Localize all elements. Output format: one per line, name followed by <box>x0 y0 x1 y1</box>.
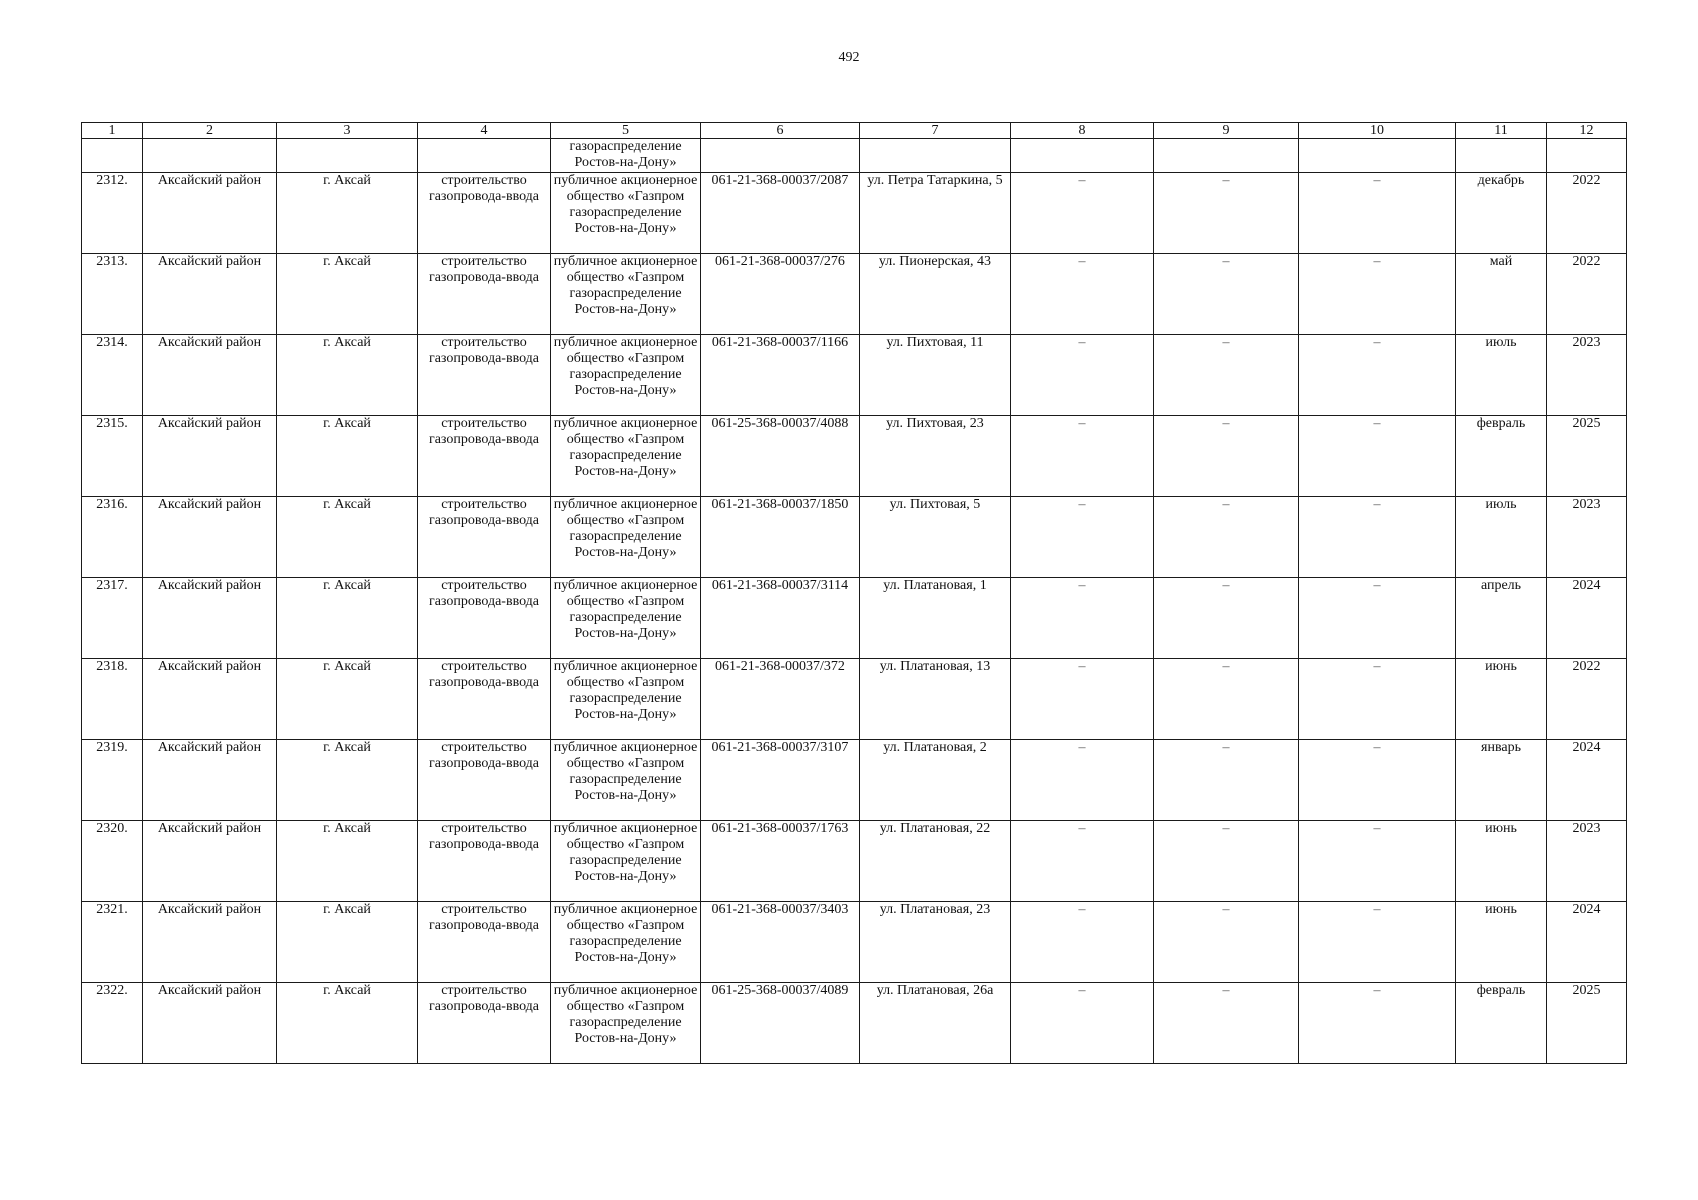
page-number: 492 <box>838 50 860 65</box>
column-10-cell: – <box>1299 172 1456 253</box>
address-cell: ул. Платановая, 26а <box>860 982 1011 1063</box>
month-cell: июнь <box>1456 658 1547 739</box>
column-8-cell: – <box>1011 577 1154 658</box>
column-9-cell: – <box>1154 577 1299 658</box>
district-cell: Аксайский район <box>143 739 277 820</box>
column-10-cell: – <box>1299 334 1456 415</box>
year-cell: 2023 <box>1547 334 1627 415</box>
column-8-cell: – <box>1011 334 1154 415</box>
table-row <box>82 253 1627 334</box>
organization-cell: публичное акционерное общество «Газпром газораспределение Ростов-на-Дону» <box>551 172 701 253</box>
column-header: 10 <box>1299 123 1456 139</box>
column-header: 12 <box>1547 123 1627 139</box>
year-cell: 2024 <box>1547 901 1627 982</box>
organization-cell: публичное акционерное общество «Газпром газораспределение Ростов-на-Дону» <box>551 577 701 658</box>
city-cell: г. Аксай <box>277 658 418 739</box>
column-header: 5 <box>551 123 701 139</box>
continuation-row <box>82 139 1627 173</box>
work-type-cell: строительство газопровода-ввода <box>418 577 551 658</box>
month-cell: июнь <box>1456 901 1547 982</box>
registry-code-cell: 061-21-368-00037/1850 <box>701 496 860 577</box>
district-cell: Аксайский район <box>143 577 277 658</box>
column-10-cell: – <box>1299 496 1456 577</box>
column-header: 1 <box>82 123 143 139</box>
column-9-cell: – <box>1154 982 1299 1063</box>
column-9-cell: – <box>1154 820 1299 901</box>
table-cell <box>1154 139 1299 173</box>
month-cell: февраль <box>1456 415 1547 496</box>
district-cell: Аксайский район <box>143 901 277 982</box>
registry-code-cell: 061-21-368-00037/3107 <box>701 739 860 820</box>
work-type-cell: строительство газопровода-ввода <box>418 982 551 1063</box>
table-row <box>82 334 1627 415</box>
address-cell: ул. Платановая, 13 <box>860 658 1011 739</box>
district-cell: Аксайский район <box>143 253 277 334</box>
district-cell: Аксайский район <box>143 658 277 739</box>
district-cell: Аксайский район <box>143 496 277 577</box>
city-cell: г. Аксай <box>277 415 418 496</box>
registry-code-cell: 061-25-368-00037/4089 <box>701 982 860 1063</box>
row-number-cell: 2317. <box>82 577 143 658</box>
work-type-cell: строительство газопровода-ввода <box>418 820 551 901</box>
column-9-cell: – <box>1154 172 1299 253</box>
registry-code-cell: 061-21-368-00037/276 <box>701 253 860 334</box>
work-type-cell: строительство газопровода-ввода <box>418 172 551 253</box>
column-10-cell: – <box>1299 901 1456 982</box>
city-cell: г. Аксай <box>277 253 418 334</box>
registry-code-cell: 061-21-368-00037/3114 <box>701 577 860 658</box>
month-cell: май <box>1456 253 1547 334</box>
column-9-cell: – <box>1154 253 1299 334</box>
table-body <box>82 123 1627 1064</box>
column-10-cell: – <box>1299 739 1456 820</box>
column-8-cell: – <box>1011 901 1154 982</box>
table-cell <box>701 139 860 173</box>
table-cell <box>82 139 143 173</box>
column-header: 4 <box>418 123 551 139</box>
organization-cell: публичное акционерное общество «Газпром газораспределение Ростов-на-Дону» <box>551 739 701 820</box>
year-cell: 2024 <box>1547 577 1627 658</box>
column-8-cell: – <box>1011 739 1154 820</box>
organization-cell: газораспределение Ростов-на-Дону» <box>551 139 701 173</box>
organization-cell: публичное акционерное общество «Газпром газораспределение Ростов-на-Дону» <box>551 658 701 739</box>
organization-cell: публичное акционерное общество «Газпром газораспределение Ростов-на-Дону» <box>551 496 701 577</box>
column-8-cell: – <box>1011 982 1154 1063</box>
table-cell <box>1547 139 1627 173</box>
table-row <box>82 496 1627 577</box>
year-cell: 2023 <box>1547 820 1627 901</box>
row-number-cell: 2315. <box>82 415 143 496</box>
register-table <box>81 122 1627 1064</box>
table-cell <box>860 139 1011 173</box>
column-number-row <box>82 123 1627 139</box>
month-cell: январь <box>1456 739 1547 820</box>
column-8-cell: – <box>1011 172 1154 253</box>
city-cell: г. Аксай <box>277 901 418 982</box>
column-10-cell: – <box>1299 577 1456 658</box>
table-row <box>82 658 1627 739</box>
row-number-cell: 2320. <box>82 820 143 901</box>
month-cell: декабрь <box>1456 172 1547 253</box>
table-row <box>82 172 1627 253</box>
work-type-cell: строительство газопровода-ввода <box>418 334 551 415</box>
column-9-cell: – <box>1154 658 1299 739</box>
address-cell: ул. Петра Татаркина, 5 <box>860 172 1011 253</box>
registry-code-cell: 061-21-368-00037/1166 <box>701 334 860 415</box>
column-10-cell: – <box>1299 820 1456 901</box>
district-cell: Аксайский район <box>143 982 277 1063</box>
column-9-cell: – <box>1154 334 1299 415</box>
year-cell: 2022 <box>1547 658 1627 739</box>
column-header: 3 <box>277 123 418 139</box>
city-cell: г. Аксай <box>277 334 418 415</box>
column-header: 2 <box>143 123 277 139</box>
column-header: 6 <box>701 123 860 139</box>
work-type-cell: строительство газопровода-ввода <box>418 253 551 334</box>
organization-cell: публичное акционерное общество «Газпром газораспределение Ростов-на-Дону» <box>551 901 701 982</box>
address-cell: ул. Пихтовая, 11 <box>860 334 1011 415</box>
table-row <box>82 820 1627 901</box>
row-number-cell: 2313. <box>82 253 143 334</box>
row-number-cell: 2322. <box>82 982 143 1063</box>
organization-cell: публичное акционерное общество «Газпром газораспределение Ростов-на-Дону» <box>551 982 701 1063</box>
month-cell: июль <box>1456 496 1547 577</box>
address-cell: ул. Пихтовая, 23 <box>860 415 1011 496</box>
year-cell: 2024 <box>1547 739 1627 820</box>
table-row <box>82 739 1627 820</box>
table-cell <box>143 139 277 173</box>
column-header: 7 <box>860 123 1011 139</box>
registry-code-cell: 061-21-368-00037/3403 <box>701 901 860 982</box>
month-cell: июль <box>1456 334 1547 415</box>
column-10-cell: – <box>1299 982 1456 1063</box>
column-9-cell: – <box>1154 415 1299 496</box>
city-cell: г. Аксай <box>277 577 418 658</box>
table-row <box>82 577 1627 658</box>
column-10-cell: – <box>1299 253 1456 334</box>
organization-cell: публичное акционерное общество «Газпром газораспределение Ростов-на-Дону» <box>551 253 701 334</box>
registry-code-cell: 061-21-368-00037/1763 <box>701 820 860 901</box>
registry-code-cell: 061-21-368-00037/372 <box>701 658 860 739</box>
city-cell: г. Аксай <box>277 496 418 577</box>
row-number-cell: 2316. <box>82 496 143 577</box>
column-10-cell: – <box>1299 658 1456 739</box>
work-type-cell: строительство газопровода-ввода <box>418 901 551 982</box>
table-cell <box>277 139 418 173</box>
column-9-cell: – <box>1154 496 1299 577</box>
address-cell: ул. Пихтовая, 5 <box>860 496 1011 577</box>
table-row <box>82 415 1627 496</box>
column-8-cell: – <box>1011 415 1154 496</box>
address-cell: ул. Платановая, 23 <box>860 901 1011 982</box>
year-cell: 2025 <box>1547 982 1627 1063</box>
work-type-cell: строительство газопровода-ввода <box>418 496 551 577</box>
district-cell: Аксайский район <box>143 820 277 901</box>
address-cell: ул. Пионерская, 43 <box>860 253 1011 334</box>
year-cell: 2023 <box>1547 496 1627 577</box>
row-number-cell: 2321. <box>82 901 143 982</box>
table-cell <box>1299 139 1456 173</box>
city-cell: г. Аксай <box>277 982 418 1063</box>
organization-cell: публичное акционерное общество «Газпром газораспределение Ростов-на-Дону» <box>551 820 701 901</box>
work-type-cell: строительство газопровода-ввода <box>418 415 551 496</box>
column-header: 9 <box>1154 123 1299 139</box>
table-row <box>82 901 1627 982</box>
work-type-cell: строительство газопровода-ввода <box>418 739 551 820</box>
address-cell: ул. Платановая, 22 <box>860 820 1011 901</box>
district-cell: Аксайский район <box>143 172 277 253</box>
column-9-cell: – <box>1154 739 1299 820</box>
column-header: 11 <box>1456 123 1547 139</box>
district-cell: Аксайский район <box>143 334 277 415</box>
work-type-cell: строительство газопровода-ввода <box>418 658 551 739</box>
registry-code-cell: 061-25-368-00037/4088 <box>701 415 860 496</box>
column-8-cell: – <box>1011 253 1154 334</box>
row-number-cell: 2319. <box>82 739 143 820</box>
column-8-cell: – <box>1011 820 1154 901</box>
address-cell: ул. Платановая, 1 <box>860 577 1011 658</box>
table-cell <box>418 139 551 173</box>
table-cell <box>1011 139 1154 173</box>
table-row <box>82 982 1627 1063</box>
month-cell: апрель <box>1456 577 1547 658</box>
city-cell: г. Аксай <box>277 739 418 820</box>
column-10-cell: – <box>1299 415 1456 496</box>
column-8-cell: – <box>1011 496 1154 577</box>
address-cell: ул. Платановая, 2 <box>860 739 1011 820</box>
district-cell: Аксайский район <box>143 415 277 496</box>
year-cell: 2025 <box>1547 415 1627 496</box>
month-cell: февраль <box>1456 982 1547 1063</box>
year-cell: 2022 <box>1547 172 1627 253</box>
row-number-cell: 2318. <box>82 658 143 739</box>
column-header: 8 <box>1011 123 1154 139</box>
column-9-cell: – <box>1154 901 1299 982</box>
organization-cell: публичное акционерное общество «Газпром газораспределение Ростов-на-Дону» <box>551 334 701 415</box>
city-cell: г. Аксай <box>277 820 418 901</box>
row-number-cell: 2312. <box>82 172 143 253</box>
year-cell: 2022 <box>1547 253 1627 334</box>
city-cell: г. Аксай <box>277 172 418 253</box>
registry-code-cell: 061-21-368-00037/2087 <box>701 172 860 253</box>
column-8-cell: – <box>1011 658 1154 739</box>
month-cell: июнь <box>1456 820 1547 901</box>
table-cell <box>1456 139 1547 173</box>
organization-cell: публичное акционерное общество «Газпром газораспределение Ростов-на-Дону» <box>551 415 701 496</box>
row-number-cell: 2314. <box>82 334 143 415</box>
